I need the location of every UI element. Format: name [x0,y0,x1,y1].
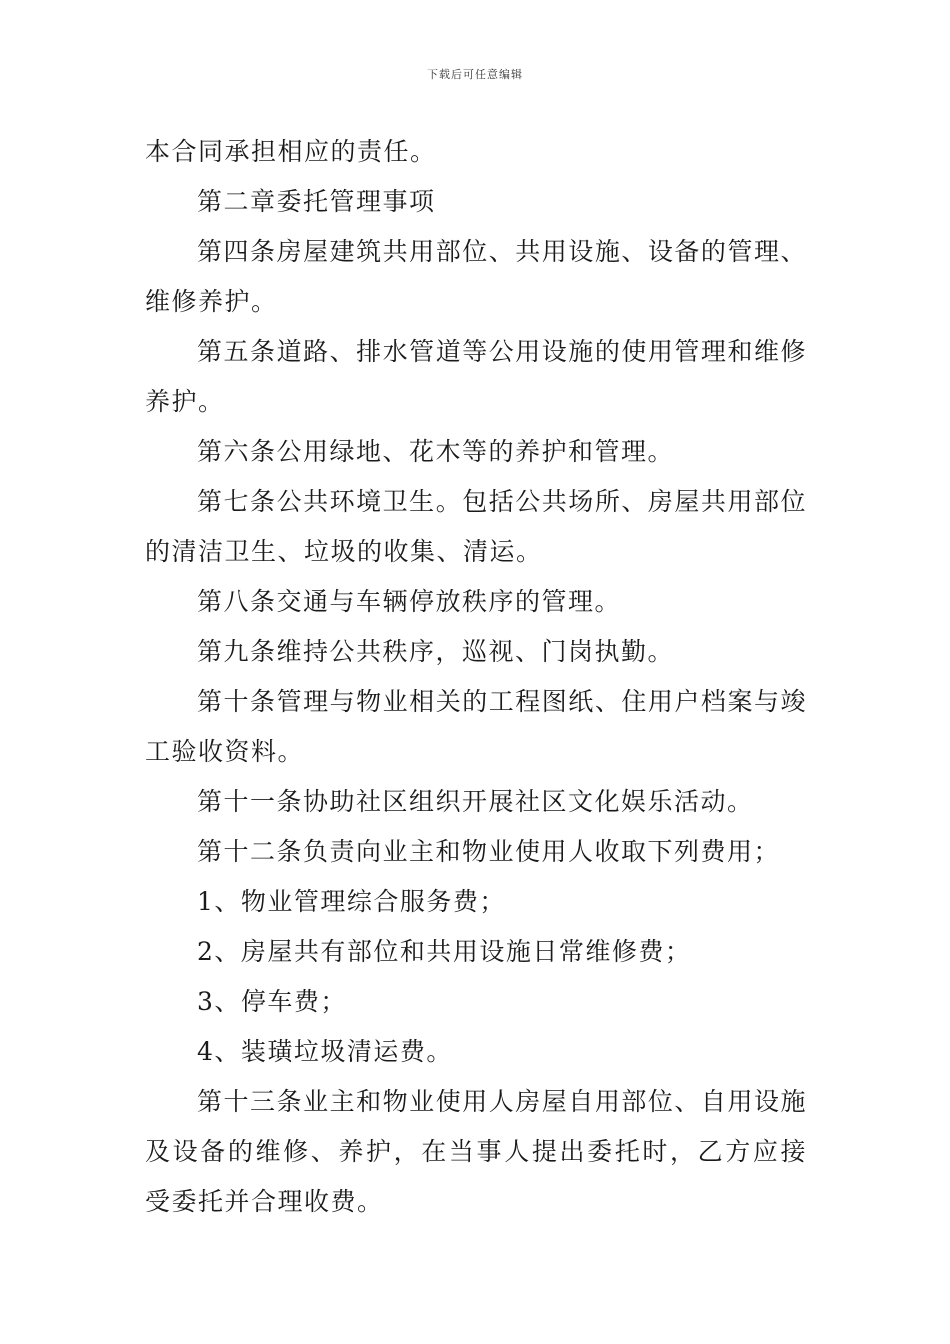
fee-item-1: 1、物业管理综合服务费； [197,887,506,916]
article-4: 第四条房屋建筑共用部位、共用设施、设备的管理、维修养护。 [145,237,807,316]
article-12: 第十二条负责向业主和物业使用人收取下列费用； [197,837,781,866]
article-6: 第六条公用绿地、花木等的养护和管理。 [197,437,675,466]
fee-item-4: 4、装璜垃圾清运费。 [197,1037,453,1066]
article-13: 第十三条业主和物业使用人房屋自用部位、自用设施及设备的维修、养护，在当事人提出委托时，乙方应接受委托并合理收费。 [145,1087,807,1216]
article-10: 第十条管理与物业相关的工程图纸、住用户档案与竣工验收资料。 [145,687,807,766]
article-11: 第十一条协助社区组织开展社区文化娱乐活动。 [197,787,754,816]
article-9: 第九条维持公共秩序，巡视、门岗执勤。 [197,637,675,666]
article-8: 第八条交通与车辆停放秩序的管理。 [197,587,622,616]
paragraph-contract-responsibility: 本合同承担相应的责任。 [145,137,437,166]
document-body [145,127,807,1227]
fee-item-3: 3、停车费； [197,987,347,1016]
article-7: 第七条公共环境卫生。包括公共场所、房屋共用部位的清洁卫生、垃圾的收集、清运。 [145,487,807,566]
chapter-heading: 第二章委托管理事项 [197,187,436,216]
fee-item-2: 2、房屋共有部位和共用设施日常维修费； [197,937,692,966]
article-5: 第五条道路、排水管道等公用设施的使用管理和维修养护。 [145,337,807,416]
page-header-note: 下载后可任意编辑 [427,68,523,81]
